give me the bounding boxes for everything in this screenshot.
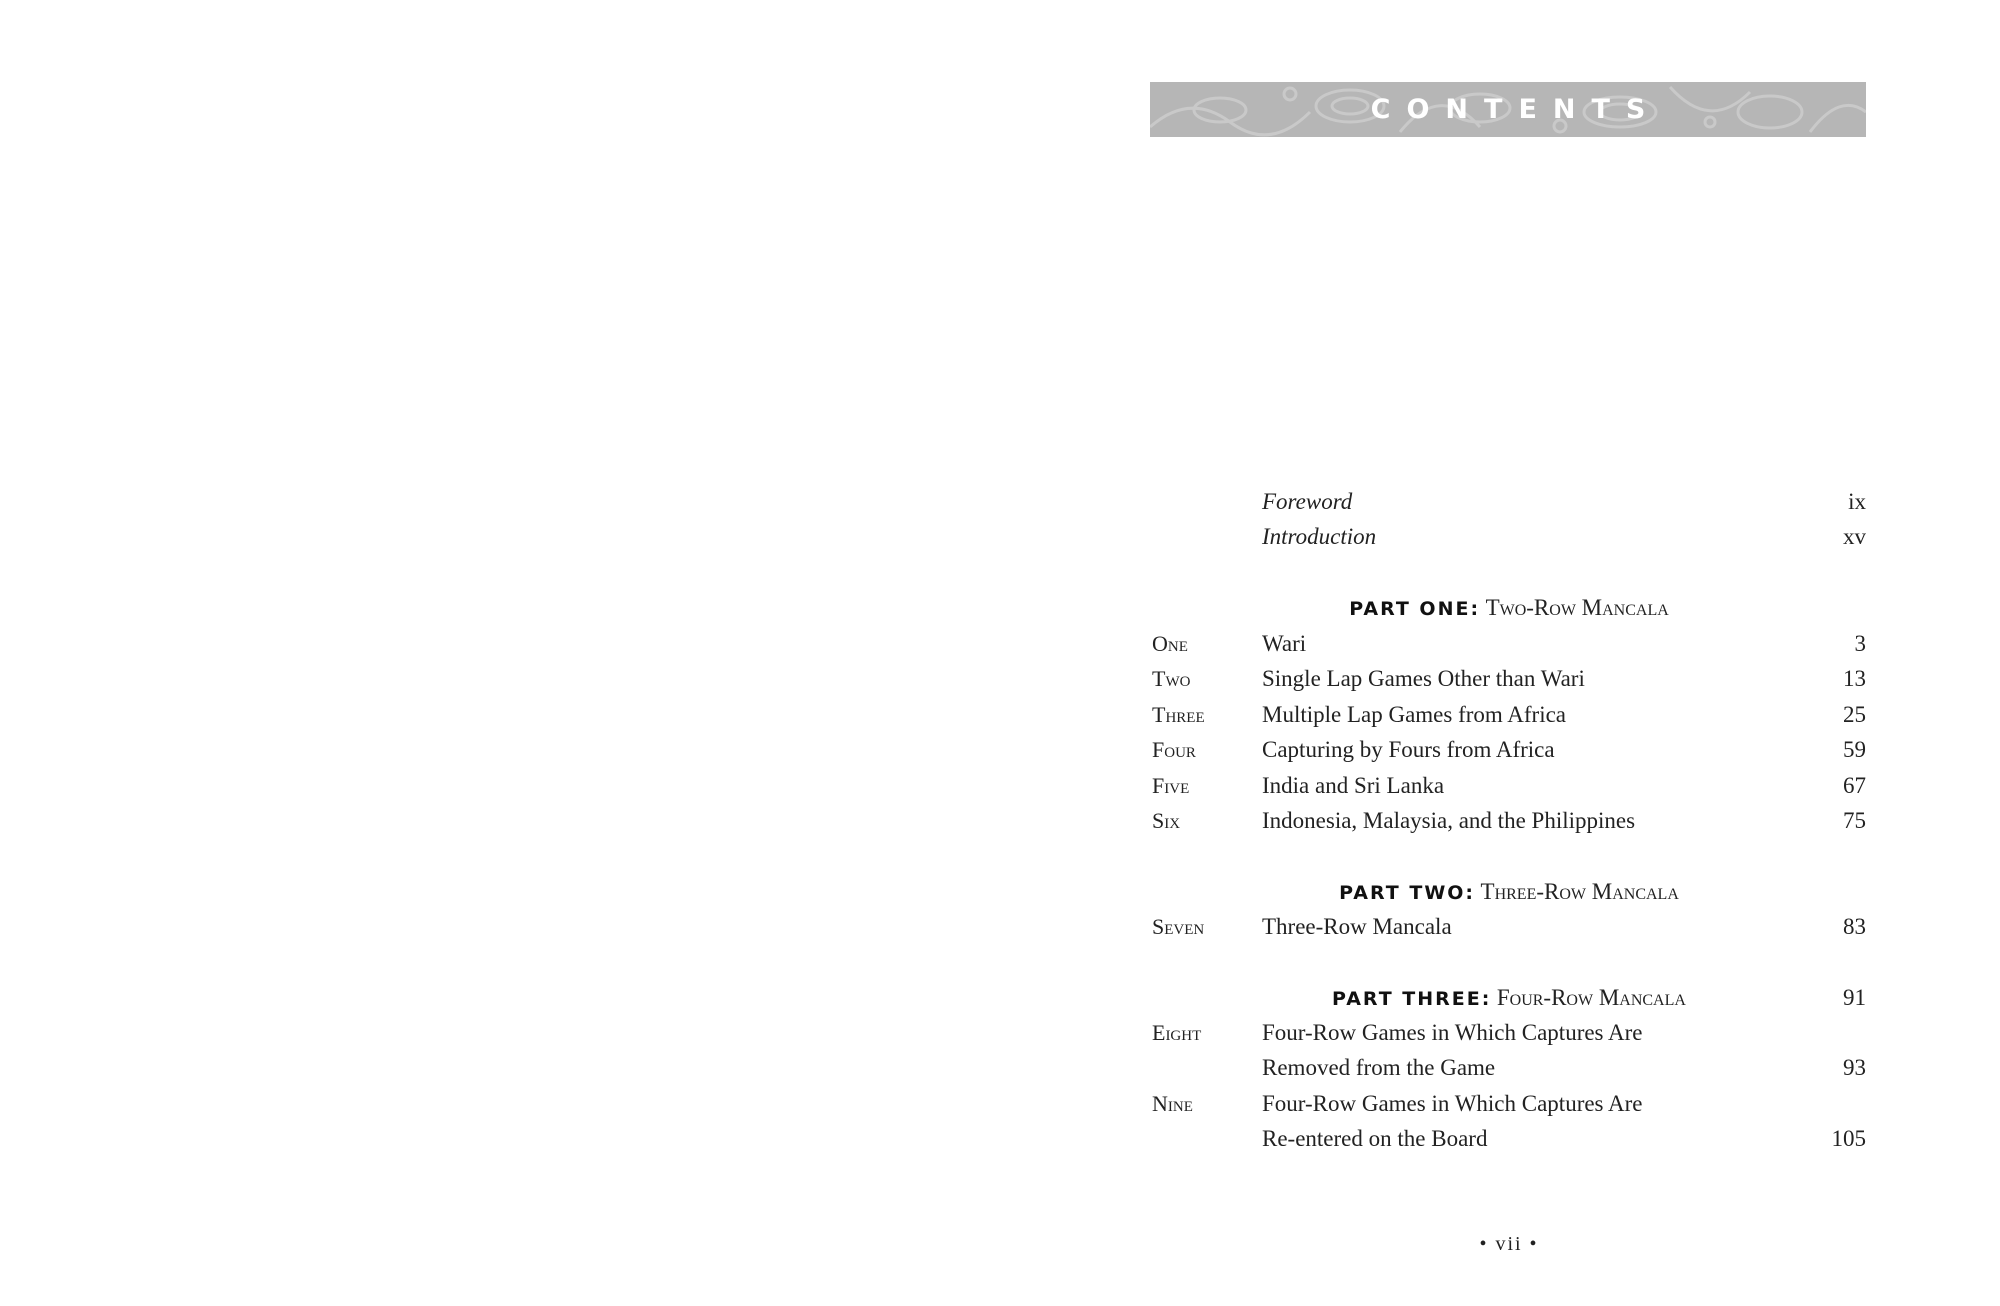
chapter-number: Eight <box>1152 1020 1202 1045</box>
part-label: PART THREE: <box>1332 988 1492 1010</box>
page-folio: • vii • <box>1479 1233 1539 1255</box>
toc-entry-chapter-five[interactable] <box>1152 769 1866 803</box>
entry-title-line-2: Removed from the Game <box>1262 1055 1496 1080</box>
contents-title: CONTENTS <box>1370 94 1662 125</box>
chapter-number: Six <box>1152 808 1181 833</box>
entry-page-number: xv <box>1843 524 1866 549</box>
entry-title-line-1: Four-Row Games in Which Captures Are <box>1262 1091 1643 1116</box>
entry-title: Wari <box>1262 631 1307 656</box>
entry-title: Foreword <box>1262 489 1353 514</box>
part-name: Four-Row Mancala <box>1496 985 1686 1010</box>
entry-page-number: 25 <box>1843 702 1866 727</box>
entry-title-line-1: Four-Row Games in Which Captures Are <box>1262 1020 1643 1045</box>
part-label: PART TWO: <box>1339 882 1476 904</box>
entry-page-number: ix <box>1848 489 1866 514</box>
toc-entry-chapter-six[interactable] <box>1152 804 1866 838</box>
entry-page-number: 13 <box>1843 666 1866 691</box>
chapter-number: One <box>1152 631 1188 656</box>
entry-page-number: 83 <box>1843 914 1866 939</box>
toc-entry-chapter-three[interactable] <box>1152 698 1866 732</box>
entry-title: India and Sri Lanka <box>1262 773 1445 798</box>
chapter-number: Seven <box>1152 914 1205 939</box>
toc-entry-chapter-eight[interactable] <box>1152 1016 1866 1050</box>
toc-entry-chapter-nine-cont[interactable] <box>1152 1122 1866 1156</box>
part-page-number: 91 <box>1843 985 1866 1010</box>
part-name: Two-Row Mancala <box>1485 595 1669 620</box>
toc-entry-chapter-nine[interactable] <box>1152 1087 1866 1121</box>
part-label: PART ONE: <box>1349 598 1481 620</box>
part-heading-one <box>1152 591 1866 625</box>
entry-page-number: 59 <box>1843 737 1866 762</box>
entry-title: Three-Row Mancala <box>1262 914 1452 939</box>
entry-title: Indonesia, Malaysia, and the Philippines <box>1262 808 1636 833</box>
chapter-number: Nine <box>1152 1091 1193 1116</box>
entry-page-number: 3 <box>1854 631 1866 656</box>
entry-title: Single Lap Games Other than Wari <box>1262 666 1585 691</box>
part-heading-three[interactable] <box>1152 981 1866 1015</box>
part-name: Three-Row Mancala <box>1480 879 1679 904</box>
toc-entry-chapter-one[interactable] <box>1152 627 1866 661</box>
entry-page-number: 67 <box>1843 773 1866 798</box>
entry-page-number: 105 <box>1831 1126 1866 1151</box>
entry-title: Introduction <box>1262 524 1377 549</box>
toc-entry-chapter-seven[interactable] <box>1152 910 1866 944</box>
part-heading-two <box>1152 875 1866 909</box>
toc-entry-introduction[interactable] <box>1152 520 1866 554</box>
chapter-number: Three <box>1152 702 1205 727</box>
entry-page-number: 75 <box>1843 808 1866 833</box>
chapter-number: Two <box>1152 666 1191 691</box>
toc-entry-chapter-eight-cont[interactable] <box>1152 1051 1866 1085</box>
entry-page-number: 93 <box>1843 1055 1866 1080</box>
chapter-number: Five <box>1152 773 1190 798</box>
entry-title: Multiple Lap Games from Africa <box>1262 702 1567 727</box>
entry-title-line-2: Re-entered on the Board <box>1262 1126 1488 1151</box>
entry-title: Capturing by Fours from Africa <box>1262 737 1555 762</box>
chapter-number: Four <box>1152 737 1196 762</box>
toc-entry-chapter-four[interactable] <box>1152 733 1866 767</box>
toc-entry-chapter-two[interactable] <box>1152 662 1866 696</box>
toc-entry-foreword[interactable] <box>1152 485 1866 519</box>
